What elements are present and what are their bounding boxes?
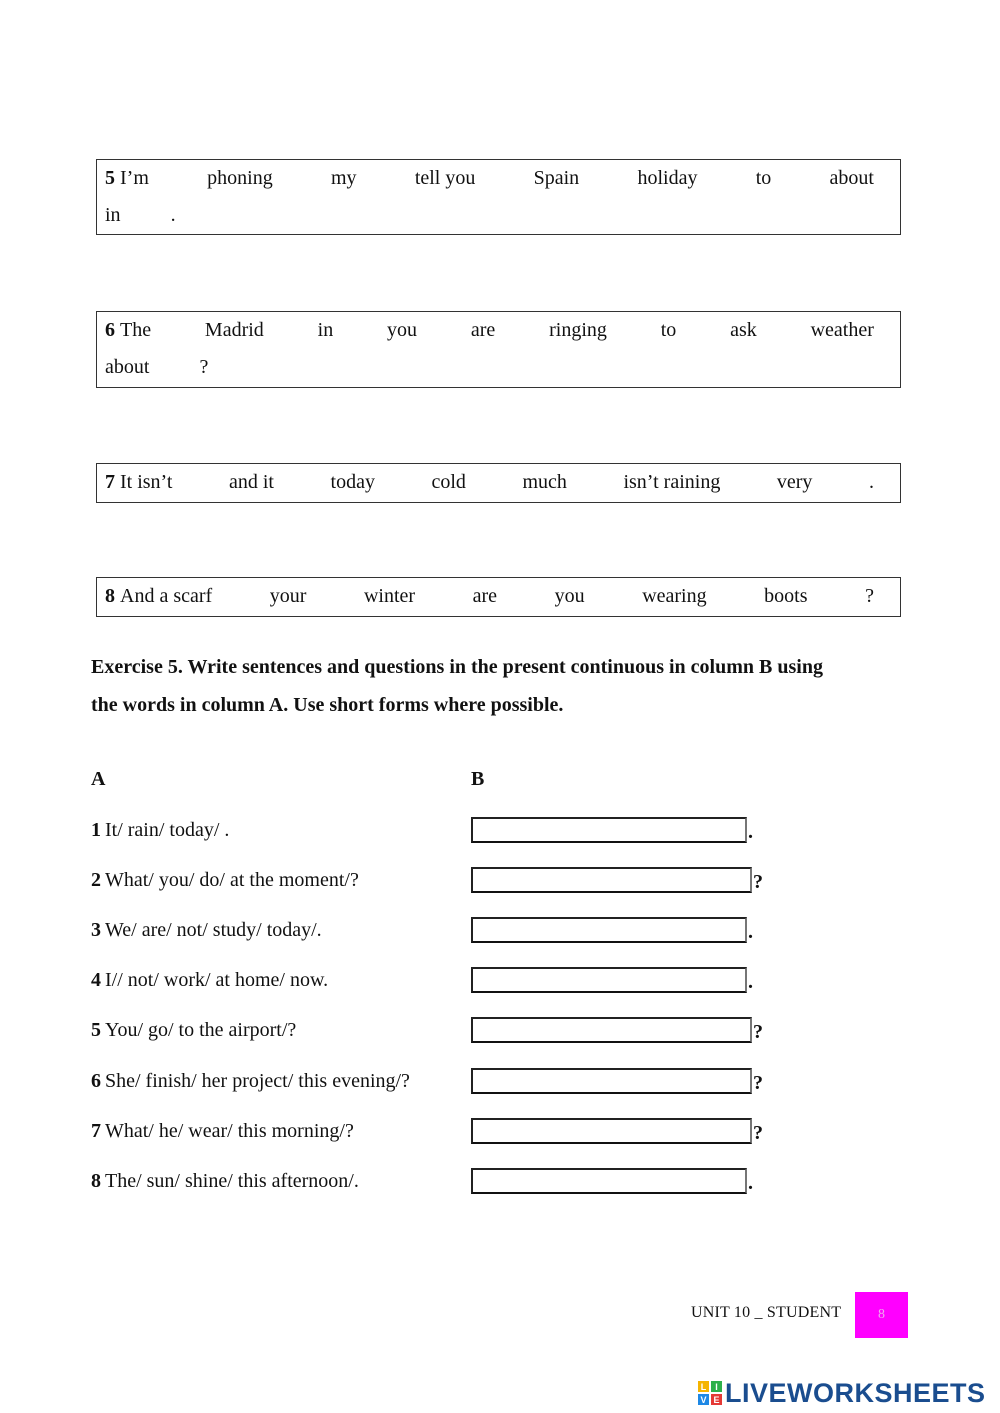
word: you <box>554 585 585 607</box>
word: I’m <box>120 167 149 189</box>
answer-row-8 <box>471 1168 753 1194</box>
item-number: 4 <box>91 969 101 991</box>
svg-text:E: E <box>713 1395 720 1405</box>
answer-input-3[interactable] <box>471 917 747 943</box>
word: very <box>776 471 813 493</box>
item-number: 8 <box>91 1170 101 1192</box>
item-text: You/ go/ to the airport/? <box>105 1019 297 1041</box>
word-box-7 <box>96 463 901 503</box>
liveworksheets-logo-icon <box>697 1380 723 1406</box>
word: The <box>120 319 152 341</box>
svg-text:L: L <box>700 1382 707 1392</box>
item-number: 5 <box>91 1019 101 1041</box>
word: winter <box>363 585 416 607</box>
word: . <box>868 471 874 493</box>
answer-punctuation: . <box>748 971 753 993</box>
word: And a scarf <box>120 585 213 607</box>
word: boots <box>764 585 808 607</box>
item-text: It/ rain/ today/ . <box>105 819 230 841</box>
item-number: 6 <box>91 1070 101 1092</box>
word: are <box>470 319 496 341</box>
word: holiday <box>637 167 698 189</box>
answer-row-7 <box>471 1118 763 1144</box>
answer-input-2[interactable] <box>471 867 752 893</box>
word: about <box>105 356 150 378</box>
item-text: What/ you/ do/ at the moment/? <box>105 869 359 891</box>
answer-row-1 <box>471 817 753 843</box>
word: ask <box>730 319 757 341</box>
prompt-item-7 <box>91 1118 354 1144</box>
item-number: 1 <box>91 819 101 841</box>
liveworksheets-brand <box>697 1377 986 1409</box>
word-box-5-line2 <box>97 197 900 234</box>
word: ? <box>199 356 209 378</box>
answer-row-6 <box>471 1068 763 1094</box>
heading-line-2: the words in column A. Use short forms where possible. <box>91 694 564 716</box>
item-number: 2 <box>91 869 101 891</box>
item-text: We/ are/ not/ study/ today/. <box>105 919 322 941</box>
brand-name: LIVEWORKSHEETS <box>725 1377 986 1408</box>
answer-row-2 <box>471 867 763 893</box>
prompt-item-6 <box>91 1068 410 1094</box>
prompt-item-5 <box>91 1017 296 1043</box>
heading-line-1: Exercise 5. Write sentences and questions in the present continuous in column B using <box>91 656 823 678</box>
unit-label: UNIT 10 _ STUDENT <box>691 1304 842 1321</box>
box-number: 5 <box>105 167 115 189</box>
word: about <box>829 167 874 189</box>
page-number-badge <box>855 1292 908 1338</box>
box-number: 6 <box>105 319 115 341</box>
word: to <box>755 167 772 189</box>
word: are <box>472 585 498 607</box>
prompt-item-2 <box>91 867 359 893</box>
word: isn’t raining <box>623 471 721 493</box>
answer-punctuation: ? <box>753 1122 763 1144</box>
prompt-item-3 <box>91 917 322 943</box>
prompt-item-4 <box>91 967 328 993</box>
answer-punctuation: . <box>748 1172 753 1194</box>
word-box-6 <box>96 311 901 388</box>
word-box-6-line1 <box>97 312 900 349</box>
word: today <box>330 471 375 493</box>
word: my <box>330 167 357 189</box>
word: ? <box>865 585 874 607</box>
word: your <box>269 585 307 607</box>
answer-input-4[interactable] <box>471 967 747 993</box>
svg-text:I: I <box>715 1382 718 1392</box>
word: phoning <box>207 167 273 189</box>
word-box-5 <box>96 159 901 235</box>
word: and it <box>228 471 274 493</box>
word: wearing <box>642 585 707 607</box>
answer-punctuation: . <box>748 821 753 843</box>
answer-input-5[interactable] <box>471 1017 752 1043</box>
answer-punctuation: ? <box>753 871 763 893</box>
item-number: 7 <box>91 1120 101 1142</box>
word: in <box>105 204 121 226</box>
answer-punctuation: ? <box>753 1072 763 1094</box>
answer-punctuation: ? <box>753 1021 763 1043</box>
item-text: She/ finish/ her project/ this evening/? <box>105 1070 410 1092</box>
word: much <box>522 471 567 493</box>
answer-row-5 <box>471 1017 763 1043</box>
word: weather <box>810 319 874 341</box>
word: It isn’t <box>120 471 173 493</box>
word-box-6-line2 <box>97 349 900 386</box>
box-number: 7 <box>105 471 115 493</box>
svg-text:V: V <box>700 1395 707 1405</box>
word: Madrid <box>204 319 264 341</box>
item-text: The/ sun/ shine/ this afternoon/. <box>105 1170 359 1192</box>
column-a-header: A <box>91 768 106 790</box>
answer-input-8[interactable] <box>471 1168 747 1194</box>
item-number: 3 <box>91 919 101 941</box>
prompt-item-8 <box>91 1168 359 1194</box>
word-box-7-line1 <box>97 464 900 501</box>
word-box-8 <box>96 577 901 617</box>
box-number: 8 <box>105 585 115 607</box>
word-box-8-line1 <box>97 578 900 615</box>
prompt-item-1 <box>91 817 229 843</box>
answer-punctuation: . <box>748 921 753 943</box>
word: cold <box>431 471 466 493</box>
item-text: I// not/ work/ at home/ now. <box>105 969 329 991</box>
column-b-header: B <box>471 768 485 790</box>
word: tell you <box>414 167 476 189</box>
page-number: 8 <box>878 1307 885 1322</box>
answer-row-3 <box>471 917 753 943</box>
word: ringing <box>549 319 607 341</box>
answer-input-6[interactable] <box>471 1068 752 1094</box>
answer-input-1[interactable] <box>471 817 747 843</box>
answer-input-7[interactable] <box>471 1118 752 1144</box>
item-text: What/ he/ wear/ this morning/? <box>105 1120 354 1142</box>
word-box-5-line1 <box>97 160 900 197</box>
word: you <box>387 319 418 341</box>
exercise-5-heading <box>91 648 911 724</box>
word: in <box>317 319 334 341</box>
answer-row-4 <box>471 967 753 993</box>
word: to <box>660 319 677 341</box>
word: Spain <box>533 167 580 189</box>
word: . <box>170 204 176 226</box>
